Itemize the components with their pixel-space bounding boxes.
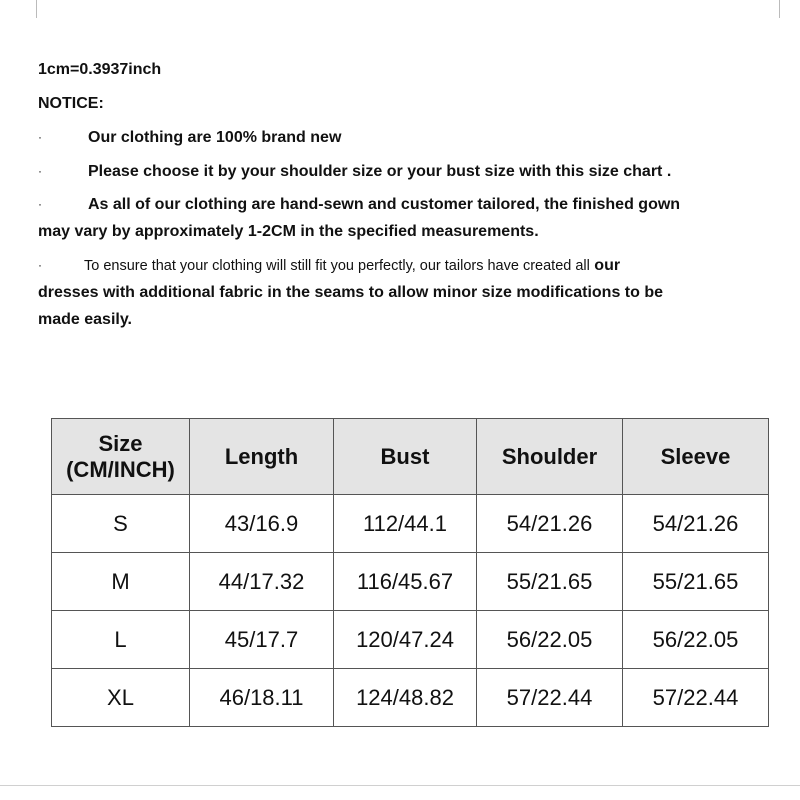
cell-length: 44/17.32 — [190, 553, 334, 611]
header-sleeve: Sleeve — [623, 419, 769, 495]
cell-size: L — [52, 611, 190, 669]
cell-length: 45/17.7 — [190, 611, 334, 669]
notice-item-3-text: As all of our clothing are hand-sewn and customer tailored, the finished gown — [88, 196, 681, 213]
notice-item-4-small-text: To ensure that your clothing will still fit you perfectly, our tailors have created all — [84, 258, 590, 274]
cell-length: 43/16.9 — [190, 495, 334, 553]
header-size-line1: Size — [98, 430, 143, 456]
cell-shoulder: 55/21.65 — [477, 553, 623, 611]
notice-item-4-text: our — [589, 257, 621, 274]
table-row — [52, 611, 769, 669]
notice-label: NOTICE: — [38, 95, 104, 112]
notice-item-2-text: Please choose it by your shoulder size or your bust size with this size chart . — [88, 163, 672, 180]
cell-bust: 116/45.67 — [334, 553, 477, 611]
table-row — [52, 553, 769, 611]
header-length: Length — [190, 419, 334, 495]
header-bust: Bust — [334, 419, 477, 495]
header-size — [52, 419, 190, 495]
notice-item-3 — [38, 191, 680, 218]
cell-bust: 112/44.1 — [334, 495, 477, 553]
header-shoulder: Shoulder — [477, 419, 623, 495]
cell-bust: 124/48.82 — [334, 669, 477, 727]
cell-sleeve: 56/22.05 — [623, 611, 769, 669]
bullet-icon: · — [38, 164, 42, 178]
notice-item-4 — [38, 252, 620, 280]
notice-item-4-continuation-2: made easily. — [38, 311, 132, 328]
page-corner-top-right — [779, 0, 800, 18]
cell-size: S — [52, 495, 190, 553]
page-corner-top-left — [0, 0, 37, 18]
header-size-line2: (CM/INCH) — [66, 456, 175, 482]
bottom-divider — [0, 785, 800, 786]
cell-sleeve: 55/21.65 — [623, 553, 769, 611]
cell-sleeve: 57/22.44 — [623, 669, 769, 727]
bullet-icon: · — [38, 197, 42, 211]
table-row — [52, 669, 769, 727]
cell-bust: 120/47.24 — [334, 611, 477, 669]
cell-sleeve: 54/21.26 — [623, 495, 769, 553]
bullet-icon: · — [38, 130, 42, 144]
table-header-row — [52, 419, 769, 495]
notice-item-2 — [38, 158, 671, 185]
cell-shoulder: 57/22.44 — [477, 669, 623, 727]
size-chart-table — [51, 418, 769, 727]
notice-item-1 — [38, 124, 341, 151]
cell-shoulder: 54/21.26 — [477, 495, 623, 553]
cell-shoulder: 56/22.05 — [477, 611, 623, 669]
notice-item-4-continuation-1: dresses with additional fabric in the seams to allow minor size modifications to be — [38, 284, 664, 301]
cell-size: XL — [52, 669, 190, 727]
conversion-text: 1cm=0.3937inch — [38, 61, 162, 78]
notice-item-3-continuation: may vary by approximately 1-2CM in the specified measurements. — [38, 223, 539, 240]
notice-item-1-text: Our clothing are 100% brand new — [88, 129, 342, 146]
cell-length: 46/18.11 — [190, 669, 334, 727]
cell-size: M — [52, 553, 190, 611]
table-row — [52, 495, 769, 553]
bullet-icon: · — [38, 258, 42, 272]
